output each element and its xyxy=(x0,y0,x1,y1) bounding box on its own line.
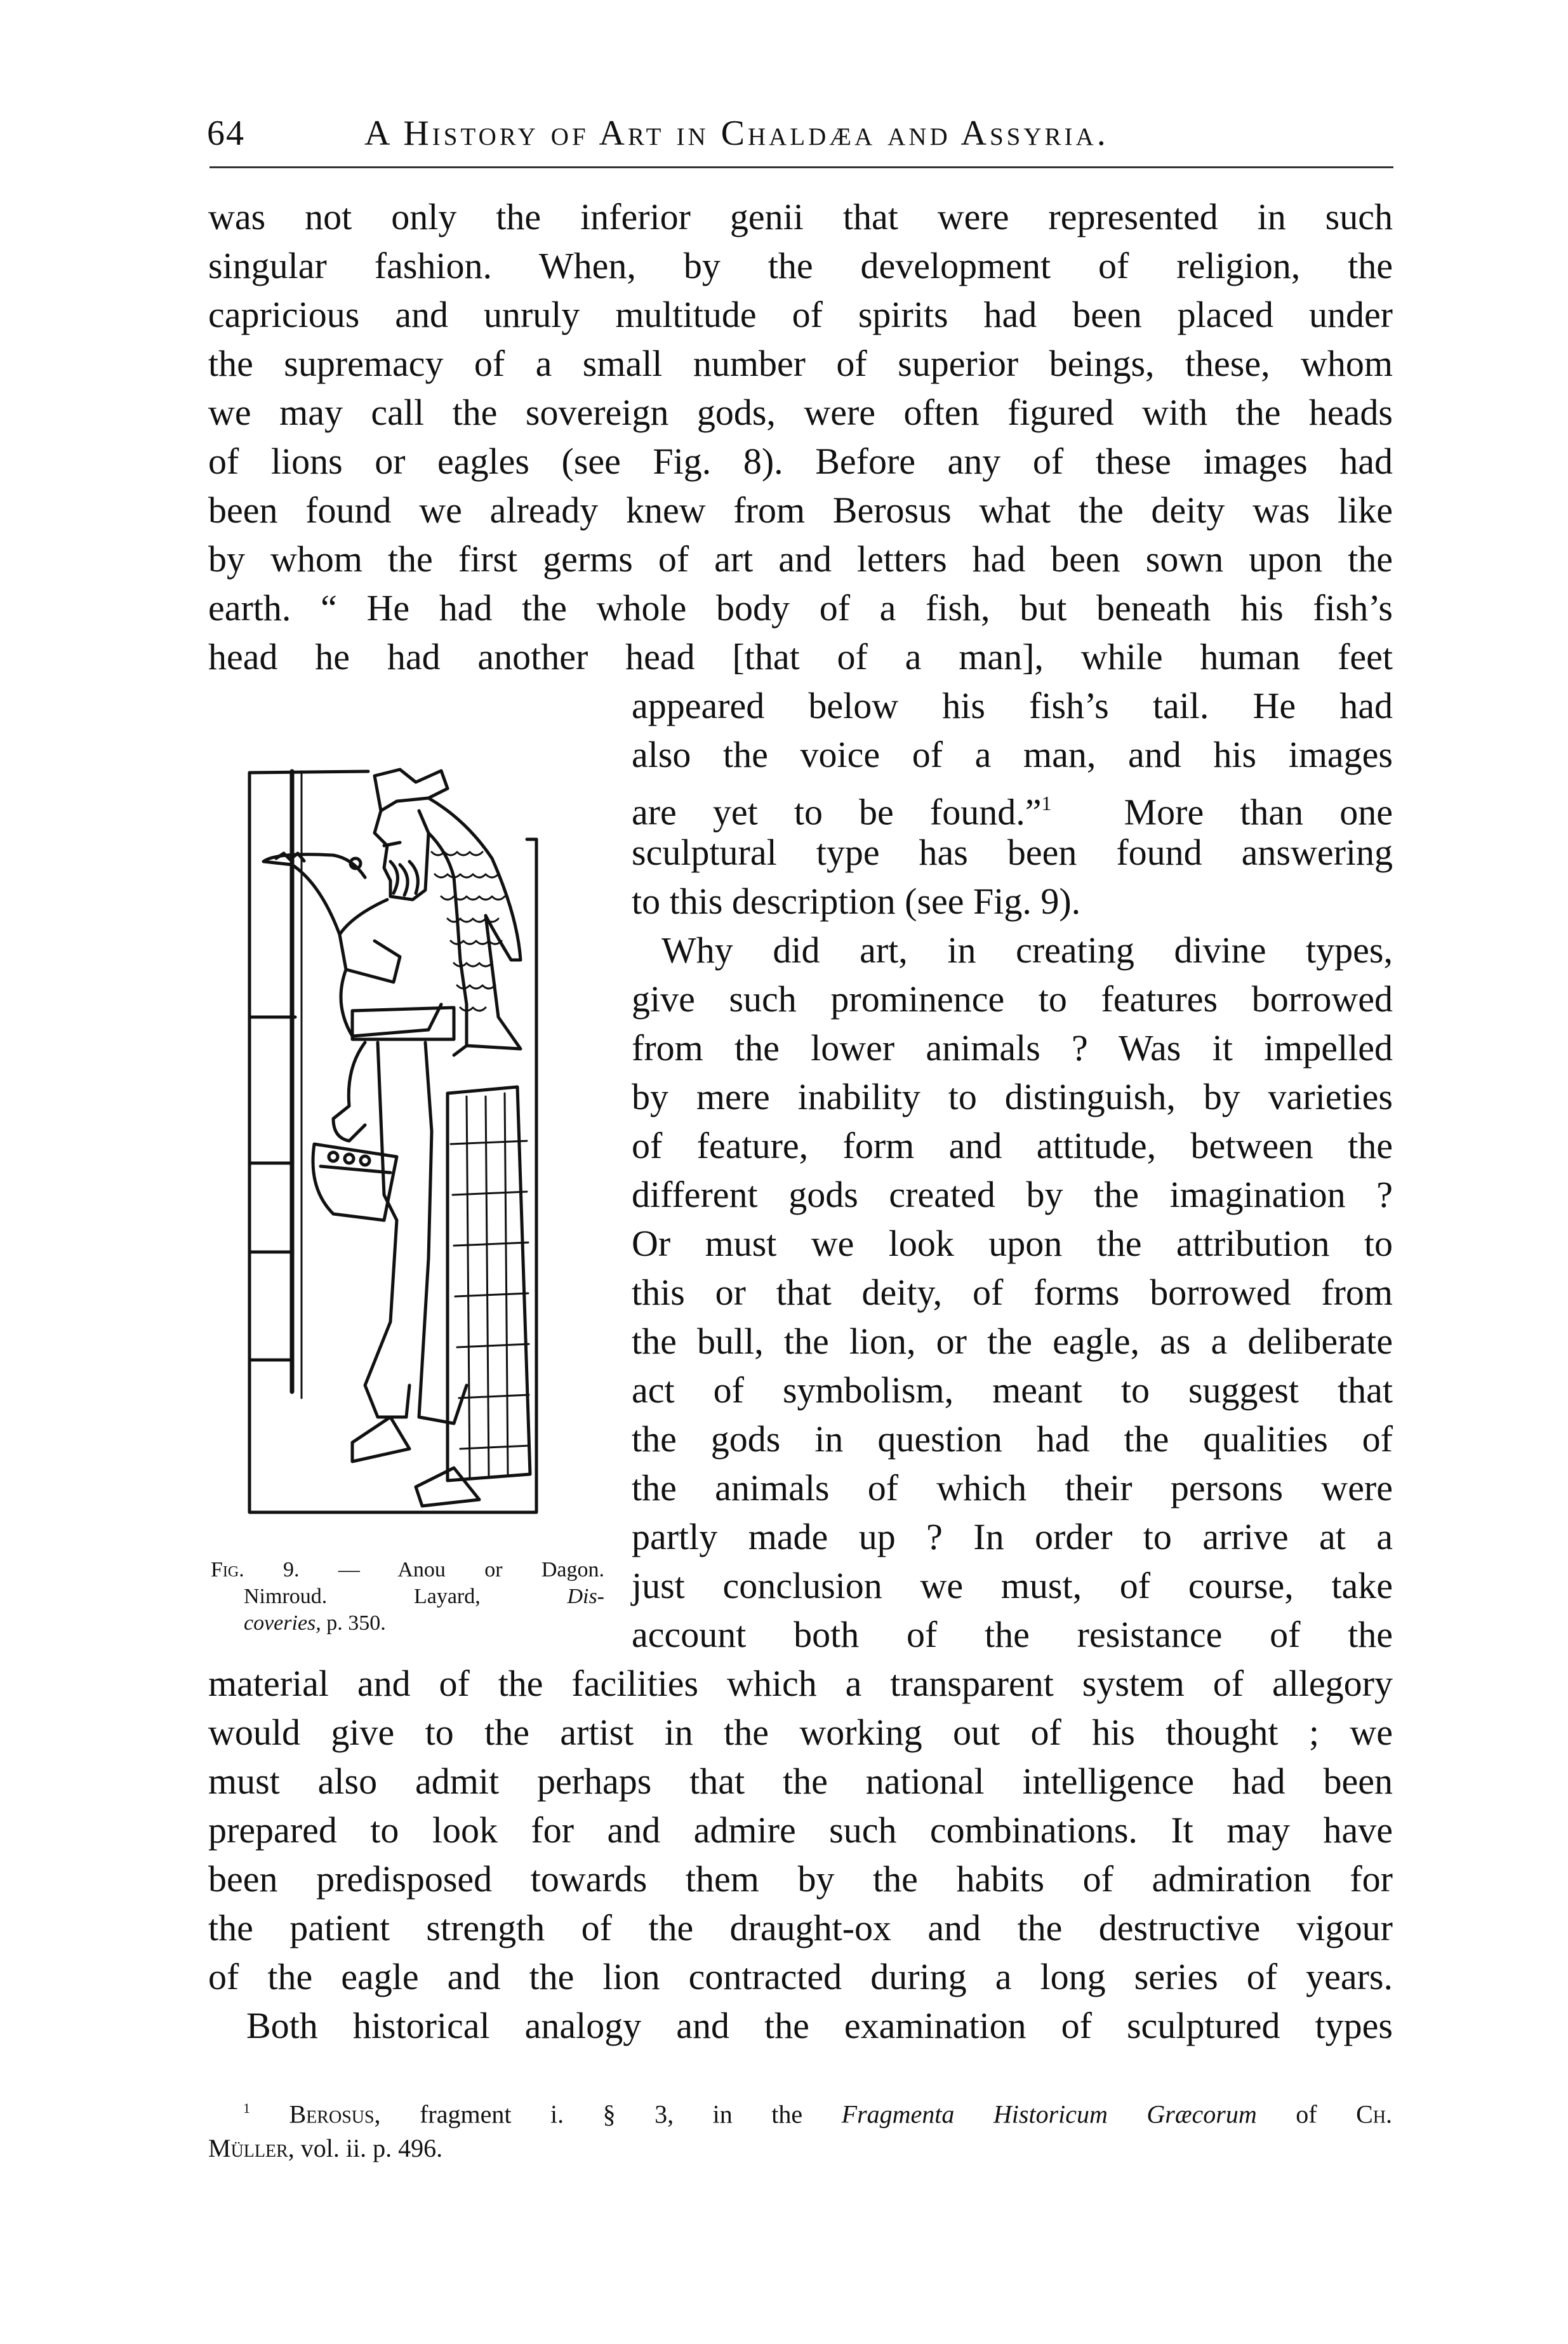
text-line: Why did art, in creating divine types, xyxy=(661,929,1393,971)
text-line: Or must we look upon the attribution to xyxy=(632,1223,1393,1264)
text-line: give such prominence to features borrowed xyxy=(632,978,1393,1020)
text-line: material and of the facilities which a transparent system of allegory xyxy=(208,1663,1393,1704)
text-line: partly made up ? In order to arrive at a xyxy=(632,1516,1393,1557)
text-line: to this description (see Fig. 9). xyxy=(632,881,1081,922)
text-line: prepared to look for and admire such combinations. It may have xyxy=(208,1809,1393,1851)
text-line: of feature, form and attitude, between the xyxy=(632,1125,1393,1166)
text-line: sculptural type has been found answering xyxy=(632,832,1393,873)
page-number: 64 xyxy=(207,114,245,153)
header-rule xyxy=(209,166,1393,168)
text-line: of the eagle and the lion contracted during a long series of years. xyxy=(208,1956,1393,1997)
running-title: A History of Art in Chaldæa and Assyria. xyxy=(364,114,1109,153)
text-line: the gods in question had the qualities of xyxy=(632,1418,1393,1460)
footnote-1-line-2: Müller, vol. ii. p. 496. xyxy=(208,2134,443,2162)
figure-9-illustration xyxy=(238,750,559,1531)
text-line: by mere inability to distinguish, by varieties xyxy=(632,1076,1393,1117)
footnote-1-line-1: $^1$ Berosus, fragment i. § 3, in the Fragmenta Historicum Græcorum of Ch. xyxy=(243,2100,1393,2129)
text-line: from the lower animals ? Was it impelled xyxy=(632,1027,1393,1069)
text-line: we may call the sovereign gods, were often figured with the heads xyxy=(208,392,1393,433)
text-line-with-footnote-ref: are yet to be found.”$^1$ More than one xyxy=(632,791,1393,833)
footnote-ref[interactable]: 1 xyxy=(1041,792,1052,815)
text-line: by whom the first germs of art and letters had been sown upon the xyxy=(208,538,1393,580)
text-line: the bull, the lion, or the eagle, as a deliberate xyxy=(632,1321,1393,1362)
text-line: just conclusion we must, of course, take xyxy=(632,1565,1393,1606)
text-line: appeared below his fish’s tail. He had xyxy=(632,685,1393,726)
text-line: singular fashion. When, by the development of religion, the xyxy=(208,245,1393,286)
text-line: capricious and unruly multitude of spirits had been placed under xyxy=(208,294,1393,335)
text-line: the patient strength of the draught-ox and the destructive vigour xyxy=(208,1907,1393,1948)
text-line: earth. “ He had the whole body of a fish, but beneath his fish’s xyxy=(208,587,1393,629)
text-line: must also admit perhaps that the national intelligence had been xyxy=(208,1761,1393,1802)
text-line: was not only the inferior genii that were represented in such xyxy=(208,196,1393,237)
text-line: of lions or eagles (see Fig. 8). Before any of these images had xyxy=(208,441,1393,482)
figure-caption: Fig. 9. — Anou or Dagon. Nimroud. Layard, Dis- coveries, p. 350. xyxy=(211,1558,605,1635)
text-line: act of symbolism, meant to suggest that xyxy=(632,1369,1393,1411)
text-line: also the voice of a man, and his images xyxy=(632,734,1393,775)
running-header xyxy=(207,113,1394,164)
text-line: would give to the artist in the working out of his thought ; we xyxy=(208,1712,1393,1753)
text-line: head he had another head [that of a man], while human feet xyxy=(208,636,1393,677)
text-line: the supremacy of a small number of superior beings, these, whom xyxy=(208,343,1393,384)
text-line: account both of the resistance of the xyxy=(632,1614,1393,1655)
text-line: Both historical analogy and the examination of sculptured types xyxy=(246,2005,1393,2046)
text-line: this or that deity, of forms borrowed from xyxy=(632,1272,1393,1313)
assyrian-fish-god-engraving-icon xyxy=(238,750,559,1531)
text-line: the animals of which their persons were xyxy=(632,1467,1393,1508)
text-line: different gods created by the imagination ? xyxy=(632,1174,1393,1215)
text-line: been predisposed towards them by the habits of admiration for xyxy=(208,1858,1393,1900)
text-line: been found we already knew from Berosus what the deity was like xyxy=(208,489,1393,531)
